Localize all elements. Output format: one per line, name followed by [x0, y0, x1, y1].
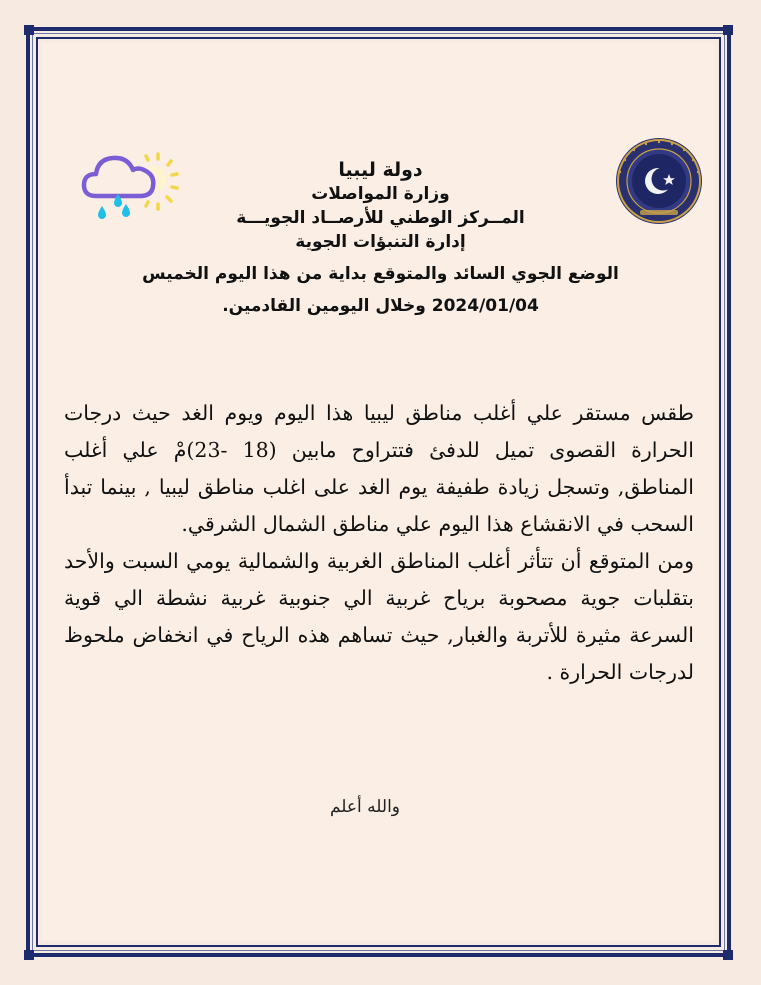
forecast-paragraph-2: ومن المتوقع أن تتأثر أغلب المناطق الغربية والشمالية يومي السبت والأحد بتقلبات جوية مصحوبة برياح غربية الي جنوبية غربية نشطة الي قوية السرعة مثيرة للأتربة والغبار, حيث تساهم هذه الرياح في انخفاض ملحوظ لدرجات الحرارة . [64, 549, 694, 684]
border-corner-bottom-left [24, 950, 34, 960]
forecast-body [64, 395, 694, 691]
department-title: إدارة التنبؤات الجوية [295, 232, 466, 252]
closing-phrase: والله أعلم [329, 797, 401, 817]
country-title: دولة ليبيا [338, 159, 423, 181]
border-corner-top-left [24, 25, 34, 35]
ministry-title: وزارة المواصلات [311, 184, 450, 204]
document-header [100, 158, 661, 321]
forecast-paragraph-1: طقس مستقر علي أغلب مناطق ليبيا هذا اليوم ويوم الغد حيث درجات الحرارة القصوى تميل للدفئ فتتراوح مابين (18 -23)مْ علي أغلب المناطق, وتسجل زيادة طفيفة يوم الغد على اغلب مناطق ليبيا , بينما تبدأ السحب في الانقشاع هذا اليوم علي مناطق الشمال الشرقي. [64, 401, 694, 536]
border-corner-top-right [723, 25, 733, 35]
subject-line-1: الوضع الجوي السائد والمتوقع بداية من هذا اليوم الخميس [142, 264, 619, 284]
center-title: المــركز الوطني للأرصــاد الجويـــة [236, 208, 525, 228]
subject-line-2: 2024/01/04 وخلال اليومين القادمين. [222, 296, 539, 316]
border-corner-bottom-right [723, 950, 733, 960]
